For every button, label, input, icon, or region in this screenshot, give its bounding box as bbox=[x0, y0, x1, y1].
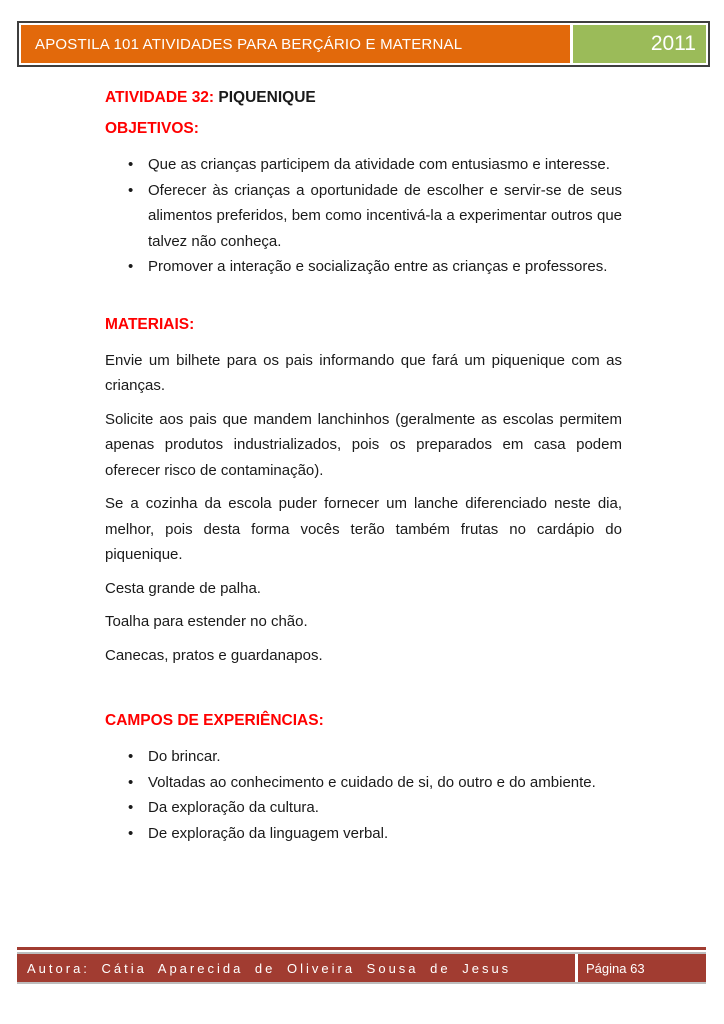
list-item bbox=[105, 795, 622, 821]
list-item bbox=[105, 152, 622, 178]
document-content bbox=[105, 88, 622, 846]
materiais-paragraph: Toalha para estender no chão. bbox=[105, 613, 308, 630]
footer-bar bbox=[17, 952, 706, 984]
footer-author-cell bbox=[17, 954, 575, 982]
list-item-text: De exploração da linguagem verbal. bbox=[148, 824, 389, 842]
materiais-paragraph: Canecas, pratos e guardanapos. bbox=[105, 646, 323, 664]
activity-title bbox=[105, 88, 622, 107]
header-title-cell bbox=[21, 25, 570, 63]
page-footer bbox=[17, 947, 706, 984]
materiais-paragraph: Solicite aos pais que mandem lanchinhos (geralmente as escolas permitem apenas produtos industrializados, pois os preparados em casa podem oferecer risco de contaminação). bbox=[105, 410, 622, 479]
list-item-text: Promover a interação e socialização entre as crianças e professores. bbox=[148, 258, 608, 275]
footer-page-cell bbox=[578, 954, 706, 982]
footer-top-rule bbox=[17, 947, 706, 950]
activity-name: PIQUENIQUE bbox=[218, 89, 316, 106]
materiais-paragraph: Envie um bilhete para os pais informando que fará um piquenique com as crianças. bbox=[105, 351, 622, 394]
header-title: APOSTILA 101 ATIVIDADES PARA BERÇÁRIO E MATERNAL bbox=[35, 35, 463, 53]
section-heading-objetivos: OBJETIVOS: bbox=[105, 120, 199, 137]
list-item bbox=[105, 744, 622, 770]
list-item bbox=[105, 254, 622, 280]
list-item bbox=[105, 770, 622, 796]
header-year: 2011 bbox=[650, 32, 696, 55]
materiais-paragraph: Cesta grande de palha. bbox=[105, 579, 261, 597]
list-item bbox=[105, 178, 622, 255]
header-year-cell bbox=[573, 25, 706, 63]
campos-list bbox=[105, 744, 622, 846]
page-header bbox=[17, 21, 710, 67]
list-item-text: Que as crianças participem da atividade com entusiasmo e interesse. bbox=[148, 156, 610, 173]
activity-label: ATIVIDADE 32: bbox=[105, 89, 215, 106]
list-item-text: Oferecer às crianças a oportunidade de escolher e servir-se de seus alimentos preferidos, bem como incentivá-la a experimentar outros que talvez não conheça. bbox=[148, 181, 622, 250]
list-item-text: Da exploração da cultura. bbox=[148, 799, 319, 816]
list-item-text: Voltadas ao conhecimento e cuidado de si, do outro e do ambiente. bbox=[148, 773, 596, 791]
section-heading-campos: CAMPOS DE EXPERIÊNCIAS: bbox=[105, 712, 324, 729]
objetivos-list bbox=[105, 152, 622, 280]
list-item bbox=[105, 821, 622, 847]
footer-author: Autora: Cátia Aparecida de Oliveira Sousa de Jesus bbox=[27, 960, 512, 976]
footer-page-number: Página 63 bbox=[586, 960, 645, 976]
materiais-paragraph: Se a cozinha da escola puder fornecer um lanche diferenciado neste dia, melhor, pois desta forma vocês terão também frutas no cardápio do piquenique. bbox=[105, 495, 622, 563]
section-heading-materiais: MATERIAIS: bbox=[105, 315, 195, 333]
list-item-text: Do brincar. bbox=[148, 748, 221, 765]
header-inner bbox=[21, 25, 706, 63]
